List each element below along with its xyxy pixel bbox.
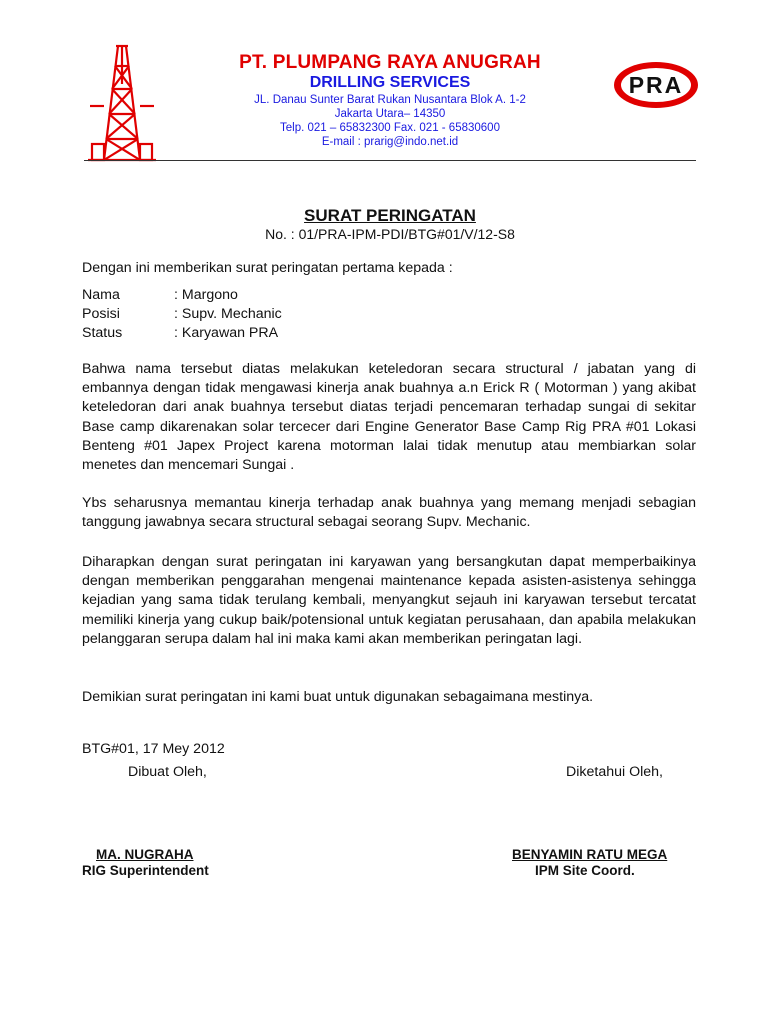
pra-logo [612,60,700,110]
made-by-label: Dibuat Oleh, [128,764,207,780]
body-paragraph-1: Bahwa nama tersebut diatas melakukan keteledoran secara structural / jabatan yang di embannya dengan tidak mengawasi kinerja anak buahnya a.n Erick R ( Motorman ) yang akibat keteledoran dari anak buahnya tersebut diatas terjadi pencemaran terhadap sungai di sekitar Base camp dikarenakan solar tercecer dari Engine Generator Base Camp Rig PRA #01 Lokasi Benteng #01 Japex Project karena motorman lalai tidak menutup atau membiarkan solar menetes dan mencemari Sungai . [82,361,696,474]
company-name: PT. PLUMPANG RAYA ANUGRAH [239,52,541,73]
field-label-nama: Nama [82,287,120,303]
field-value-status: : Karyawan PRA [174,325,279,341]
drilling-rig-logo-icon [84,44,160,164]
signatory-right-role: IPM Site Coord. [535,863,635,878]
letter-title: SURAT PERINGATAN [304,206,476,225]
letter-number: No. : 01/PRA-IPM-PDI/BTG#01/V/12-S8 [265,226,515,242]
field-label-posisi: Posisi [82,306,120,322]
company-phone-fax: Telp. 021 – 65832300 Fax. 021 - 65830600 [280,122,500,134]
closing-sentence: Demikian surat peringatan ini kami buat untuk digunakan sebagaimana mestinya. [82,689,594,705]
place-date: BTG#01, 17 Mey 2012 [82,741,225,757]
signatory-left-role: RIG Superintendent [82,863,209,878]
body-paragraph-2: Ybs seharusnya memantau kinerja terhadap anak buahnya yang memang menjadi sebagian tanggung jawabnya secara structural sebagai seorang Supv. Mechanic. [82,495,696,531]
field-value-nama: : Margono [174,287,238,303]
signatory-left-name: MA. NUGRAHA [96,847,194,862]
acknowledged-by-label: Diketahui Oleh, [566,764,663,780]
company-address-line2: Jakarta Utara– 14350 [334,108,446,120]
field-label-status: Status [82,325,123,341]
letterhead-divider [84,160,696,161]
pra-logo-text: PRA [628,72,684,98]
company-address-line1: JL. Danau Sunter Barat Rukan Nusantara Blok A. 1-2 [254,94,526,106]
company-email: E-mail : prarig@indo.net.id [321,136,459,148]
letter-intro: Dengan ini memberikan surat peringatan pertama kepada : [82,260,453,276]
body-paragraph-3: Diharapkan dengan surat peringatan ini karyawan yang bersangkutan dapat memperbaikinya dengan memberikan penggarahan mengenai maintenance kepada asisten-asistenya sehingga kejadian yang sama tidak terulang kembali, menyangkut sejauh ini karyawan tersebut tercatat memiliki kinerja yang cukup baik/potensional untuk kegiatan perusahaan, dan apabila melakukan pelanggaran serupa dalam hal ini maka kami akan memberikan peringatan lagi. [82,554,696,647]
company-division: DRILLING SERVICES [309,74,471,91]
signatory-right-name: BENYAMIN RATU MEGA [512,847,668,862]
field-value-posisi: : Supv. Mechanic [174,306,282,322]
